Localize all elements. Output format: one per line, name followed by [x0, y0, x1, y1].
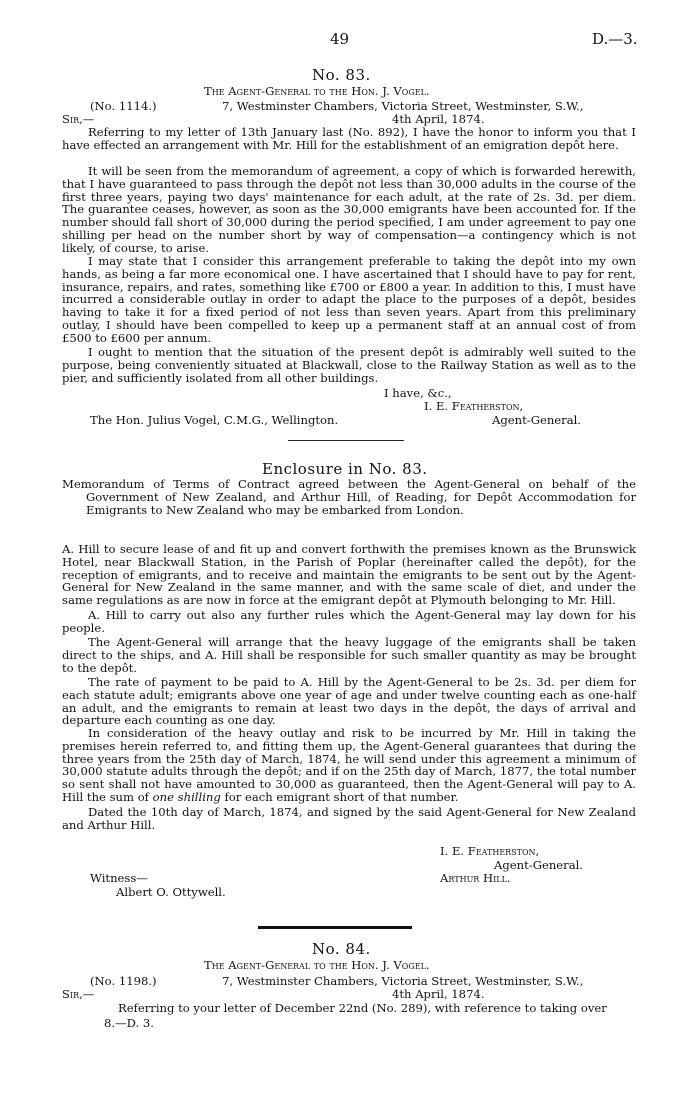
enclosure-paragraph-3: The Agent-General will arrange that the heavy luggage of the emigrants shall be taken direct to the ships, and A. Hill shall be responsible for such smaller quantity as may be brought to the depôt. — [62, 635, 636, 675]
enclosure-signer-1-title: Agent-General. — [494, 858, 583, 872]
enclosure-title: Enclosure in No. 83. — [262, 460, 428, 478]
enclosure-paragraph-2: A. Hill to carry out also any further rules which the Agent-General may lay down for his people. — [62, 608, 636, 635]
letter-83-closing: I have, &c., — [384, 386, 452, 400]
section-divider-thick — [258, 926, 412, 929]
letter-83-signer: I. E. Featherston, — [424, 399, 524, 413]
letter-83-paragraph-1: Referring to my letter of 13th January last (No. 892), I have the honor to inform you that I have effected an arrangement with Mr. Hill for the establishment of an emigration depôt here. — [62, 125, 636, 152]
letter-84-salutation: Sir,— — [62, 987, 95, 1001]
enclosure-paragraph-1: A. Hill to secure lease of and fit up and convert forthwith the premises known as the Brunswick Hotel, near Blackwall Station, in the Parish of Poplar (hereinafter called the depôt), for the reception of emigrants, and to receive and maintain the emigrants to be sent out by the Agent-General for New Zealand in the same manner, and with the same scale of diet, and under the same regulations as are now in force at the emigrant depôt at Plymouth belonging to Mr. Hill. — [62, 542, 636, 608]
letter-83-paragraph-3: I may state that I consider this arrangement preferable to taking the depôt into my own hands, as being a far more economical one. I have ascertained that I should have to pay for rent, insurance, repairs, and rates, something like £700 or £800 a year. In addition to this, I must have incurred a considerable outlay in order to adapt the place to the purposes of a depôt, besides having to take it for a fixed period of not less than seven years. Apart from this preliminary outlay, I should have been compelled to keep up a permanent staff at an annual cost of from £500 to £600 per annum. — [62, 254, 636, 345]
enclosure-paragraph-5-end: for each emigrant short of that number. — [220, 789, 459, 804]
letter-83-title: No. 83. — [312, 66, 371, 84]
letter-83-recipient: The Hon. Julius Vogel, C.M.G., Wellington. — [90, 413, 339, 427]
enclosure-paragraph-5-italic: one shilling — [152, 789, 221, 804]
enclosure-memorandum: Memorandum of Terms of Contract agreed between the Agent-General on behalf of the Government of New Zealand, and Arthur Hill, of Reading, for Depôt Accommodation for Emigrants to New Zealand who may be embarked from London. — [62, 477, 636, 517]
letter-83-paragraph-4: I ought to mention that the situation of the present depôt is admirably well suited to the purpose, being conveniently situated at Blackwall, close to the Railway Station as well as to the pier, and sufficiently isolated from all other buildings. — [62, 345, 636, 385]
letter-84-first-line: Referring to your letter of December 22nd (No. 289), with reference to taking over — [118, 1001, 607, 1015]
enclosure-witness-label: Witness— — [90, 871, 148, 885]
letter-84-ref-no: (No. 1198.) — [90, 974, 157, 988]
letter-83-date: 4th April, 1874. — [392, 112, 485, 126]
letter-83-from-to: The Agent-General to the Hon. J. Vogel. — [204, 84, 430, 98]
letter-83-salutation: Sir,— — [62, 112, 95, 126]
letter-84-from-to: The Agent-General to the Hon. J. Vogel. — [204, 958, 430, 972]
letter-83-address: 7, Westminster Chambers, Victoria Street, Westminster, S.W., — [222, 99, 584, 113]
letter-83-ref-no: (No. 1114.) — [90, 99, 157, 113]
letter-84-title: No. 84. — [312, 940, 371, 958]
letter-84-address: 7, Westminster Chambers, Victoria Street, Westminster, S.W., — [222, 974, 584, 988]
page-number: 49 — [330, 30, 350, 48]
sheet-signature: 8.—D. 3. — [104, 1016, 154, 1030]
enclosure-paragraph-5 — [62, 727, 636, 804]
letter-84-date: 4th April, 1874. — [392, 987, 485, 1001]
letter-83-signer-title: Agent-General. — [492, 413, 581, 427]
enclosure-dated: Dated the 10th day of March, 1874, and signed by the said Agent-General for New Zealand and Arthur Hill. — [62, 805, 636, 832]
enclosure-paragraph-5-text: In consideration of the heavy outlay and risk to be incurred by Mr. Hill in taking the premises herein referred to, and fitting them up, the Agent-General guarantees that during the three years from the 25th day of March, 1874, he will send under this agreement a minimum of 30,000 statute adults through the depôt; and if on the 25th day of March, 1877, the total number so sent shall not have amounted to 30,000 as guaranteed, then the Agent-General will pay to A. Hill the sum of — [62, 726, 636, 804]
enclosure-signer-2: Arthur Hill. — [440, 871, 511, 885]
enclosure-witness-name: Albert O. Ottywell. — [116, 885, 226, 899]
enclosure-signer-1: I. E. Featherston, — [440, 844, 540, 858]
document-reference: D.—3. — [592, 30, 638, 48]
letter-83-paragraph-2: It will be seen from the memorandum of agreement, a copy of which is forwarded herewith, that I have guaranteed to pass through the depôt not less than 30,000 adults in the course of the first three years, paying two days' maintenance for each adult, at the rate of 2s. 3d. per diem. The guarantee ceases, however, as soon as the 30,000 emigrants have been accounted for. If the number should fall short of 30,000 during the period specified, I am under agreement to pay one shilling per head on the number short by way of compensation—a contingency which is not likely, of course, to arise. — [62, 164, 636, 255]
enclosure-paragraph-4: The rate of payment to be paid to A. Hill by the Agent-General to be 2s. 3d. per diem for each statute adult; emigrants above one year of age and under twelve counting each as one-half an adult, and the emigrants to remain at least two days in the depôt, the days of arrival and departure each counting as one day. — [62, 675, 636, 728]
section-divider — [288, 440, 404, 441]
